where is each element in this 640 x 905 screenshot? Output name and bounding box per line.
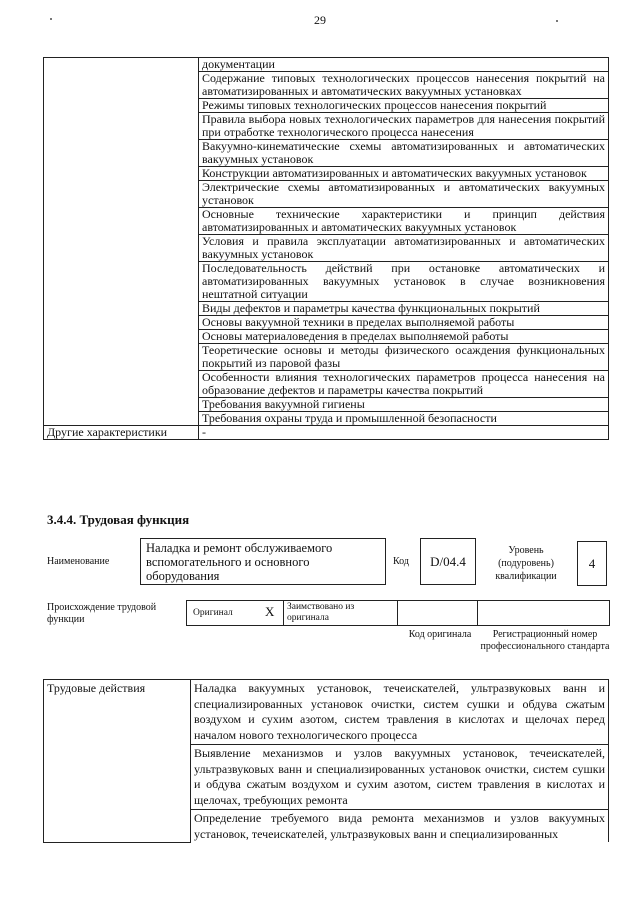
scan-speck <box>50 18 52 20</box>
knowledge-item: Условия и правила эксплуатации автоматизированных и автоматических вакуумных установок <box>199 235 609 262</box>
level-label: Уровень (подуровень) квалификации <box>495 545 557 582</box>
action-item <box>191 810 609 843</box>
knowledge-item: Виды дефектов и параметры качества функциональных покрытий <box>199 302 609 316</box>
original-mark: X <box>265 604 275 619</box>
action-item: Наладка вакуумных установок, течеискателей, ультразвуковых ванн и специализированных установок очистки, систем сушки и обдува сжатым воздухом и сухим азотом, систем травления в кислотах и щелочах перед началом нового технологического процесса <box>191 680 609 745</box>
knowledge-item: документации <box>199 58 609 72</box>
other-characteristics-value: - <box>199 426 609 440</box>
level-box: 4 <box>577 541 607 586</box>
knowledge-item: Содержание типовых технологических процессов нанесения покрытий на автоматизированных и автоматических вакуумных установках <box>199 72 609 99</box>
knowledge-item: Правила выбора новых технологических параметров для нанесения покрытий при отработке технологического процесса нанесения <box>199 113 609 140</box>
code-original-caption: Код оригинала <box>408 629 472 640</box>
knowledge-item: Последовательность действий при остановке автоматических и автоматизированных вакуумных установок в случае возникновения нештатной ситуации <box>199 262 609 302</box>
reg-number-caption: Регистрационный номер профессионального стандарта <box>480 629 610 652</box>
page-number: 29 <box>314 13 326 27</box>
borrowed-cell <box>283 601 398 625</box>
knowledge-item: Теоретические основы и методы физического осаждения функциональных покрытий из паровой фазы <box>199 344 609 371</box>
original-cell <box>187 601 284 625</box>
knowledge-item: Основные технические характеристики и принцип действия автоматизированных и автоматических вакуумных установок <box>199 208 609 235</box>
knowledge-item: Режимы типовых технологических процессов нанесения покрытий <box>199 99 609 113</box>
function-name-box: Наладка и ремонт обслуживаемого вспомогательного и основного оборудования <box>140 538 386 585</box>
other-characteristics-label: Другие характеристики <box>44 426 199 440</box>
code-original-cell <box>397 601 478 625</box>
knowledge-label-cell <box>44 58 199 426</box>
scan-speck <box>556 20 558 22</box>
table-row <box>44 58 609 72</box>
code-label: Код <box>393 556 409 567</box>
origin-label: Происхождение трудовой функции <box>47 602 157 625</box>
reg-number-cell <box>477 601 609 625</box>
action-item: Выявление механизмов и узлов вакуумных установок, течеискателей, ультразвуковых ванн и специализированных установок очистки, систем сушки и обдува сжатым воздухом и сухим азотом, систем травления в кислотах и щелочах, требующих ремонта <box>191 745 609 810</box>
borrowed-label: Заимствовано из оригинала <box>287 602 355 623</box>
original-label: Оригинал <box>193 608 233 618</box>
knowledge-item: Требования охраны труда и промышленной безопасности <box>199 412 609 426</box>
actions-table <box>43 679 609 843</box>
section-title: 3.4.4. Трудовая функция <box>47 512 190 527</box>
knowledge-item: Электрические схемы автоматизированных и автоматических вакуумных установок <box>199 181 609 208</box>
table-row <box>44 680 609 745</box>
name-label: Наименование <box>47 556 110 567</box>
table-row <box>44 426 609 440</box>
action-item-text: Определение требуемого вида ремонта механизмов и узлов вакуумных установок, течеискателей, ультразвуковых ванн и специализированных <box>194 811 605 841</box>
actions-label-cell: Трудовые действия <box>44 680 191 843</box>
knowledge-item: Требования вакуумной гигиены <box>199 398 609 412</box>
knowledge-item: Основы вакуумной техники в пределах выполняемой работы <box>199 316 609 330</box>
knowledge-item: Конструкции автоматизированных и автоматических вакуумных установок <box>199 167 609 181</box>
knowledge-item: Основы материаловедения в пределах выполняемой работы <box>199 330 609 344</box>
origin-row <box>186 600 610 626</box>
knowledge-table <box>43 57 609 440</box>
knowledge-item: Особенности влияния технологических параметров процесса нанесения на образование дефектов и параметры качества покрытий <box>199 371 609 398</box>
function-code-box: D/04.4 <box>420 538 476 585</box>
knowledge-item: Вакуумно-кинематические схемы автоматизированных и автоматических вакуумных установок <box>199 140 609 167</box>
